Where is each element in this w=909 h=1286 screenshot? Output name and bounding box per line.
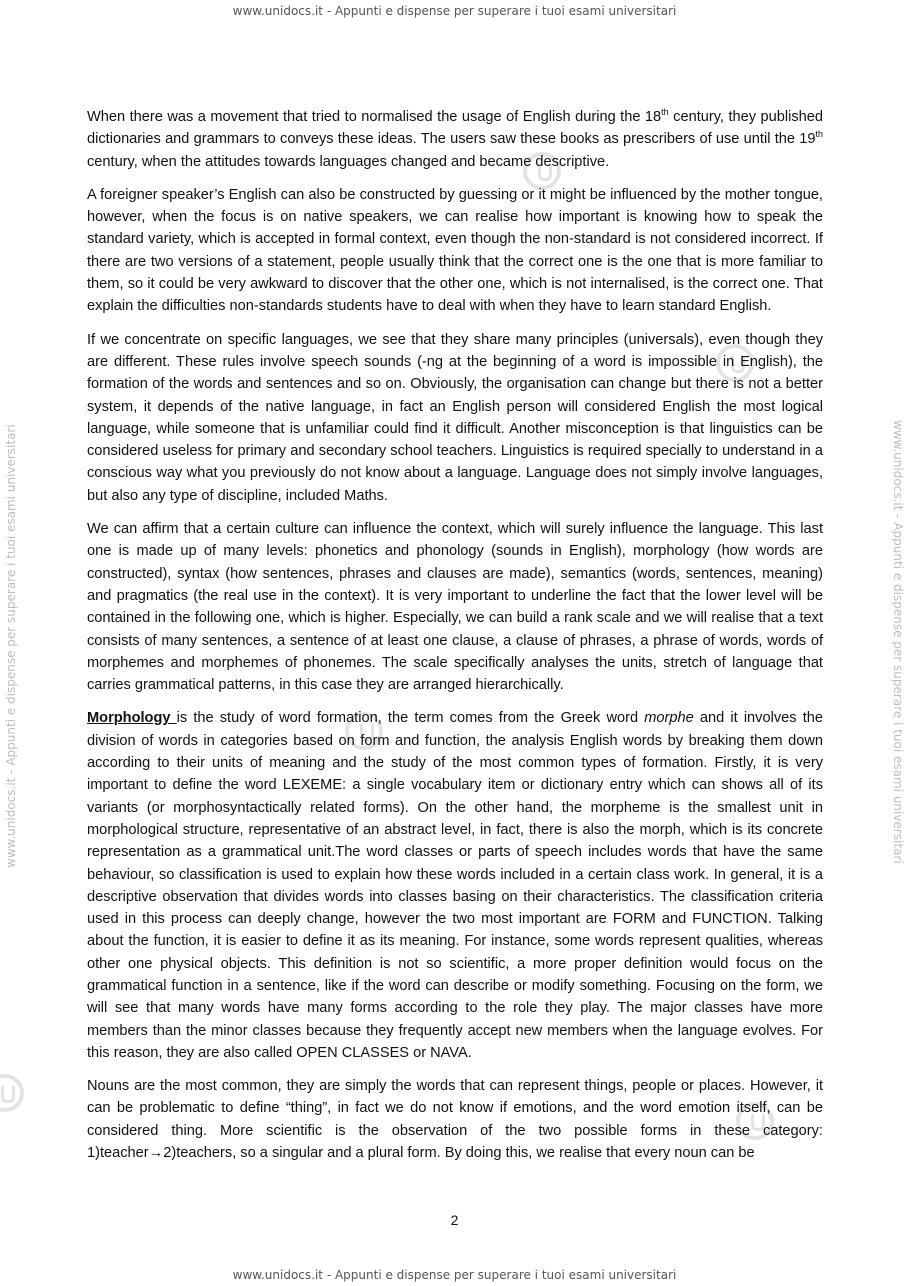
footer-text: www.unidocs.it - Appunti e dispense per superare i tuoi esami universitari [232,1268,677,1282]
document-body [87,106,823,1175]
watermark-logo-icon [0,1074,24,1112]
term-morphology: Morphology [87,710,177,727]
paragraph-1: When there was a movement that tried to normalised the usage of English during the 18th century, they published dictionaries and grammars to conveys these ideas. The users saw these books as prescribers of use until the 19th century, when the attitudes towards languages changed and became descriptive. [87,107,824,170]
page-footer-watermark [0,1268,909,1282]
paragraph-5: Morphology is the study of word formation, the term comes from the Greek word morphe and it involves the division of words in categories based on form and function, the analysis English words by breaking them down according to their units of meaning and the study of the most common types of formation. Firstly, it is very important to define the word LEXEME: a single vocabulary item or dictionary entry which can shows all of its variants (or morphosyntactically related forms). On the other hand, the morpheme is the smallest unit in morphological structure, representative of an abstract level, in fact, there is also the morph, which is its concrete representation as a grammatical unit.The word classes or parts of speech includes words that have the same behaviour, so classification is used to explain how these words included in a certain class work. In general, it is a descriptive observation that divides words into classes basing on their characteristics. The classification criteria used in this process can deeply change, however the two most important are FORM and FUNCTION. Talking about the function, it is easier to define it as its meaning. For instance, some words represent qualities, whereas other one physical objects. This definition is not so scientific, a more proper definition would focus on the grammatical function in a sentence, like if the word can describe or modify something. Focusing on the form, we will see that many words have many forms according to the role they play. The major classes have more members than the minor classes because they frequently accept new members when the language evolves. For this reason, they are also called OPEN CLASSES or NAVA. [87,710,823,1061]
right-side-watermark: www.unidocs.it - Appunti e dispense per superare i tuoi esami universitari [891,420,905,864]
left-side-watermark: www.unidocs.it - Appunti e dispense per superare i tuoi esami universitari [4,424,18,868]
paragraph-2: A foreigner speaker’s English can also be constructed by guessing or it might be influenced by the mother tongue, however, when the focus is on native speakers, we can realise how important is knowing how to speak the standard variety, which is accepted in formal context, even though the non-standard is not considered incorrect. If there are two versions of a statement, people usually think that the correct one is the one that is more familiar to them, so it could be very awkward to discover that the other one, which is not internalised, is the correct one. That explain the difficulties non-standards students have to deal with when they have to learn standard English. [87,186,823,315]
paragraph-6: Nouns are the most common, they are simply the words that can represent things, people or places. However, it can be problematic to define “thing”, in fact we do not know if emotions, and the word emotion itself, can be considered thing. More scientific is the observation of the two possible forms in these category: 1)teacher→2)teachers, so a singular and a plural form. By doing this, we realise that every noun can be [87,1078,823,1162]
page-header-watermark [0,4,909,18]
paragraph-4: We can affirm that a certain culture can influence the context, which will surely influence the language. This last one is made up of many levels: phonetics and phonology (sounds in English), morphology (how words are constructed), syntax (how sentences, phrases and clauses are made), semantics (words, sentences, meaning) and pragmatics (the real use in the context). It is very important to underline the fact that the lower level will be contained in the following one, which is higher. Especially, we can build a rank scale and we will realise that a text consists of many sentences, a sentence of at least one clause, a clause of phrases, a phrase of words, words of morphemes and morphemes of phonemes. The scale specifically analyses the units, stretch of language that carries grammatical patterns, in this case they are arranged hierarchically. [87,521,823,694]
page-number: 2 [450,1212,459,1228]
header-text: www.unidocs.it - Appunti e dispense per superare i tuoi esami universitari [232,4,677,18]
paragraph-3: If we concentrate on specific languages, we see that they share many principles (universals), even though they are different. These rules involve speech sounds (-ng at the beginning of a word is impossible in English), the formation of the words and sentences and so on. Obviously, the organisation can change but there is not a better system, it depends of the native language, in fact an English person will considered English the most logical language, while someone that is unfamiliar could find it difficult. Another misconception is that linguistics can be considered useless for primary and secondary school teachers. Linguistics is required specially to understand in a conscious way what you previously do not know about a language. Language does not simply involve languages, but also any type of discipline, included Maths. [87,331,823,504]
